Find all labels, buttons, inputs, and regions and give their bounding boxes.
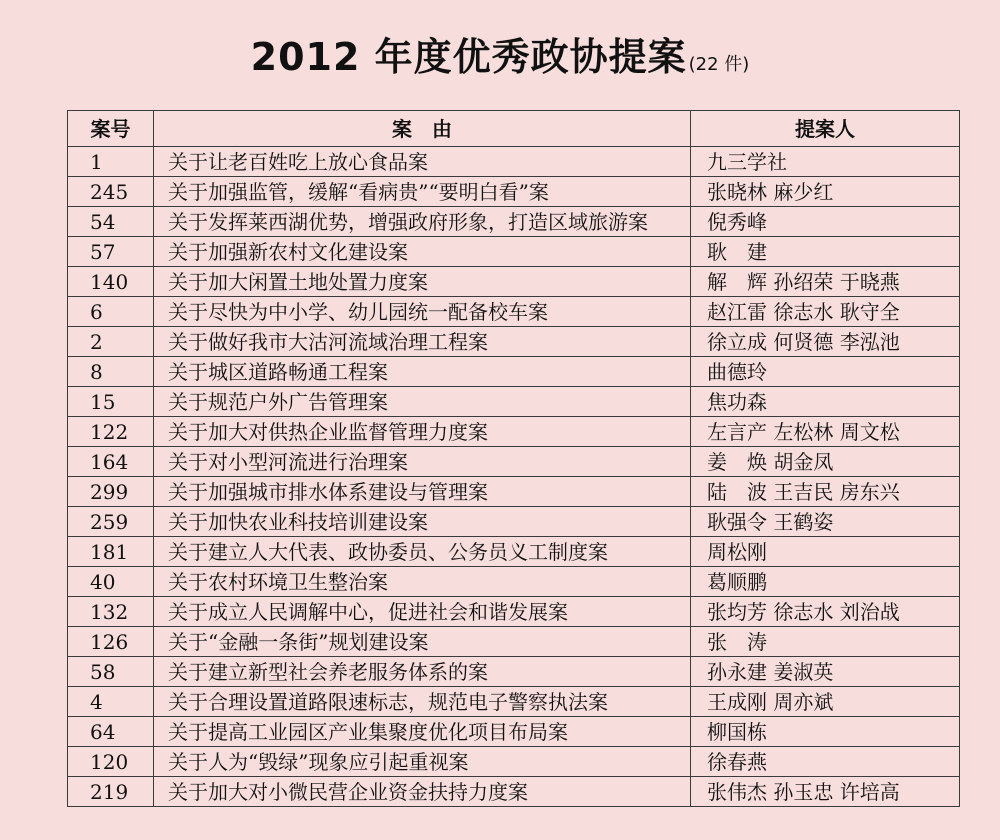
table-row bbox=[68, 747, 960, 777]
table-row bbox=[68, 447, 960, 477]
proposer-cell: 张伟杰 孙玉忠 许培高 bbox=[691, 777, 960, 807]
table-row bbox=[68, 237, 960, 267]
table-row bbox=[68, 507, 960, 537]
column-header-number: 案号 bbox=[68, 111, 154, 147]
case-title-cell: 关于加大对小微民营企业资金扶持力度案 bbox=[154, 777, 691, 807]
table-row bbox=[68, 297, 960, 327]
case-title-cell: 关于尽快为中小学、幼儿园统一配备校车案 bbox=[154, 297, 691, 327]
case-title-cell: 关于加大闲置土地处置力度案 bbox=[154, 267, 691, 297]
proposer-cell: 焦功森 bbox=[691, 387, 960, 417]
case-number-cell: 299 bbox=[68, 477, 154, 507]
proposer-cell: 张晓林 麻少红 bbox=[691, 177, 960, 207]
case-title-cell: 关于对小型河流进行治理案 bbox=[154, 447, 691, 477]
case-title-cell: 关于发挥莱西湖优势，增强政府形象，打造区域旅游案 bbox=[154, 207, 691, 237]
case-title-cell: 关于农村环境卫生整治案 bbox=[154, 567, 691, 597]
column-header-title: 案 由 bbox=[154, 111, 691, 147]
case-title-cell: 关于加快农业科技培训建设案 bbox=[154, 507, 691, 537]
table-header-row bbox=[68, 111, 960, 147]
table-row bbox=[68, 627, 960, 657]
proposer-cell: 孙永建 姜淑英 bbox=[691, 657, 960, 687]
proposer-cell: 耿强令 王鹤姿 bbox=[691, 507, 960, 537]
case-title-cell: 关于加强新农村文化建设案 bbox=[154, 237, 691, 267]
table-row bbox=[68, 537, 960, 567]
table-row bbox=[68, 177, 960, 207]
case-number-cell: 2 bbox=[68, 327, 154, 357]
table-row bbox=[68, 267, 960, 297]
table-row bbox=[68, 207, 960, 237]
case-title-cell: 关于加强城市排水体系建设与管理案 bbox=[154, 477, 691, 507]
case-number-cell: 259 bbox=[68, 507, 154, 537]
proposer-cell: 张均芳 徐志水 刘治战 bbox=[691, 597, 960, 627]
table-row bbox=[68, 417, 960, 447]
proposer-cell: 徐春燕 bbox=[691, 747, 960, 777]
case-number-cell: 40 bbox=[68, 567, 154, 597]
case-number-cell: 4 bbox=[68, 687, 154, 717]
table-row bbox=[68, 567, 960, 597]
page-title-main: 2012 年度优秀政协提案 bbox=[250, 35, 687, 79]
table-row bbox=[68, 327, 960, 357]
proposer-cell: 周松刚 bbox=[691, 537, 960, 567]
proposer-cell: 柳国栋 bbox=[691, 717, 960, 747]
case-title-cell: 关于提高工业园区产业集聚度优化项目布局案 bbox=[154, 717, 691, 747]
case-number-cell: 181 bbox=[68, 537, 154, 567]
column-header-proposer: 提案人 bbox=[691, 111, 960, 147]
case-number-cell: 57 bbox=[68, 237, 154, 267]
proposer-cell: 解 辉 孙绍荣 于晓燕 bbox=[691, 267, 960, 297]
case-title-cell: 关于合理设置道路限速标志，规范电子警察执法案 bbox=[154, 687, 691, 717]
table-row bbox=[68, 477, 960, 507]
proposer-cell: 曲德玲 bbox=[691, 357, 960, 387]
case-number-cell: 140 bbox=[68, 267, 154, 297]
case-number-cell: 132 bbox=[68, 597, 154, 627]
case-number-cell: 6 bbox=[68, 297, 154, 327]
table-row bbox=[68, 687, 960, 717]
table-row bbox=[68, 597, 960, 627]
page-title bbox=[0, 26, 1000, 81]
case-title-cell: 关于规范户外广告管理案 bbox=[154, 387, 691, 417]
case-number-cell: 122 bbox=[68, 417, 154, 447]
case-number-cell: 58 bbox=[68, 657, 154, 687]
proposer-cell: 陆 波 王吉民 房东兴 bbox=[691, 477, 960, 507]
table-row bbox=[68, 657, 960, 687]
table-row bbox=[68, 147, 960, 177]
case-number-cell: 54 bbox=[68, 207, 154, 237]
case-number-cell: 126 bbox=[68, 627, 154, 657]
case-number-cell: 219 bbox=[68, 777, 154, 807]
table-row bbox=[68, 777, 960, 807]
proposer-cell: 耿 建 bbox=[691, 237, 960, 267]
proposer-cell: 葛顺鹏 bbox=[691, 567, 960, 597]
case-title-cell: 关于“金融一条街”规划建设案 bbox=[154, 627, 691, 657]
case-title-cell: 关于做好我市大沽河流域治理工程案 bbox=[154, 327, 691, 357]
case-number-cell: 64 bbox=[68, 717, 154, 747]
table-row bbox=[68, 717, 960, 747]
proposer-cell: 姜 焕 胡金凤 bbox=[691, 447, 960, 477]
proposer-cell: 徐立成 何贤德 李泓池 bbox=[691, 327, 960, 357]
case-number-cell: 120 bbox=[68, 747, 154, 777]
case-title-cell: 关于加大对供热企业监督管理力度案 bbox=[154, 417, 691, 447]
case-title-cell: 关于城区道路畅通工程案 bbox=[154, 357, 691, 387]
case-number-cell: 8 bbox=[68, 357, 154, 387]
proposals-table bbox=[67, 110, 960, 807]
case-title-cell: 关于让老百姓吃上放心食品案 bbox=[154, 147, 691, 177]
page-title-count: (22 件) bbox=[688, 54, 750, 75]
case-number-cell: 245 bbox=[68, 177, 154, 207]
case-number-cell: 15 bbox=[68, 387, 154, 417]
proposer-cell: 左言产 左松林 周文松 bbox=[691, 417, 960, 447]
proposer-cell: 赵江雷 徐志水 耿守全 bbox=[691, 297, 960, 327]
proposer-cell: 张 涛 bbox=[691, 627, 960, 657]
case-number-cell: 1 bbox=[68, 147, 154, 177]
case-number-cell: 164 bbox=[68, 447, 154, 477]
proposer-cell: 倪秀峰 bbox=[691, 207, 960, 237]
proposer-cell: 九三学社 bbox=[691, 147, 960, 177]
case-title-cell: 关于建立人大代表、政协委员、公务员义工制度案 bbox=[154, 537, 691, 567]
proposer-cell: 王成刚 周亦斌 bbox=[691, 687, 960, 717]
case-title-cell: 关于加强监管，缓解“看病贵”“要明白看”案 bbox=[154, 177, 691, 207]
table-row bbox=[68, 387, 960, 417]
case-title-cell: 关于成立人民调解中心，促进社会和谐发展案 bbox=[154, 597, 691, 627]
table-row bbox=[68, 357, 960, 387]
case-title-cell: 关于人为“毁绿”现象应引起重视案 bbox=[154, 747, 691, 777]
case-title-cell: 关于建立新型社会养老服务体系的案 bbox=[154, 657, 691, 687]
